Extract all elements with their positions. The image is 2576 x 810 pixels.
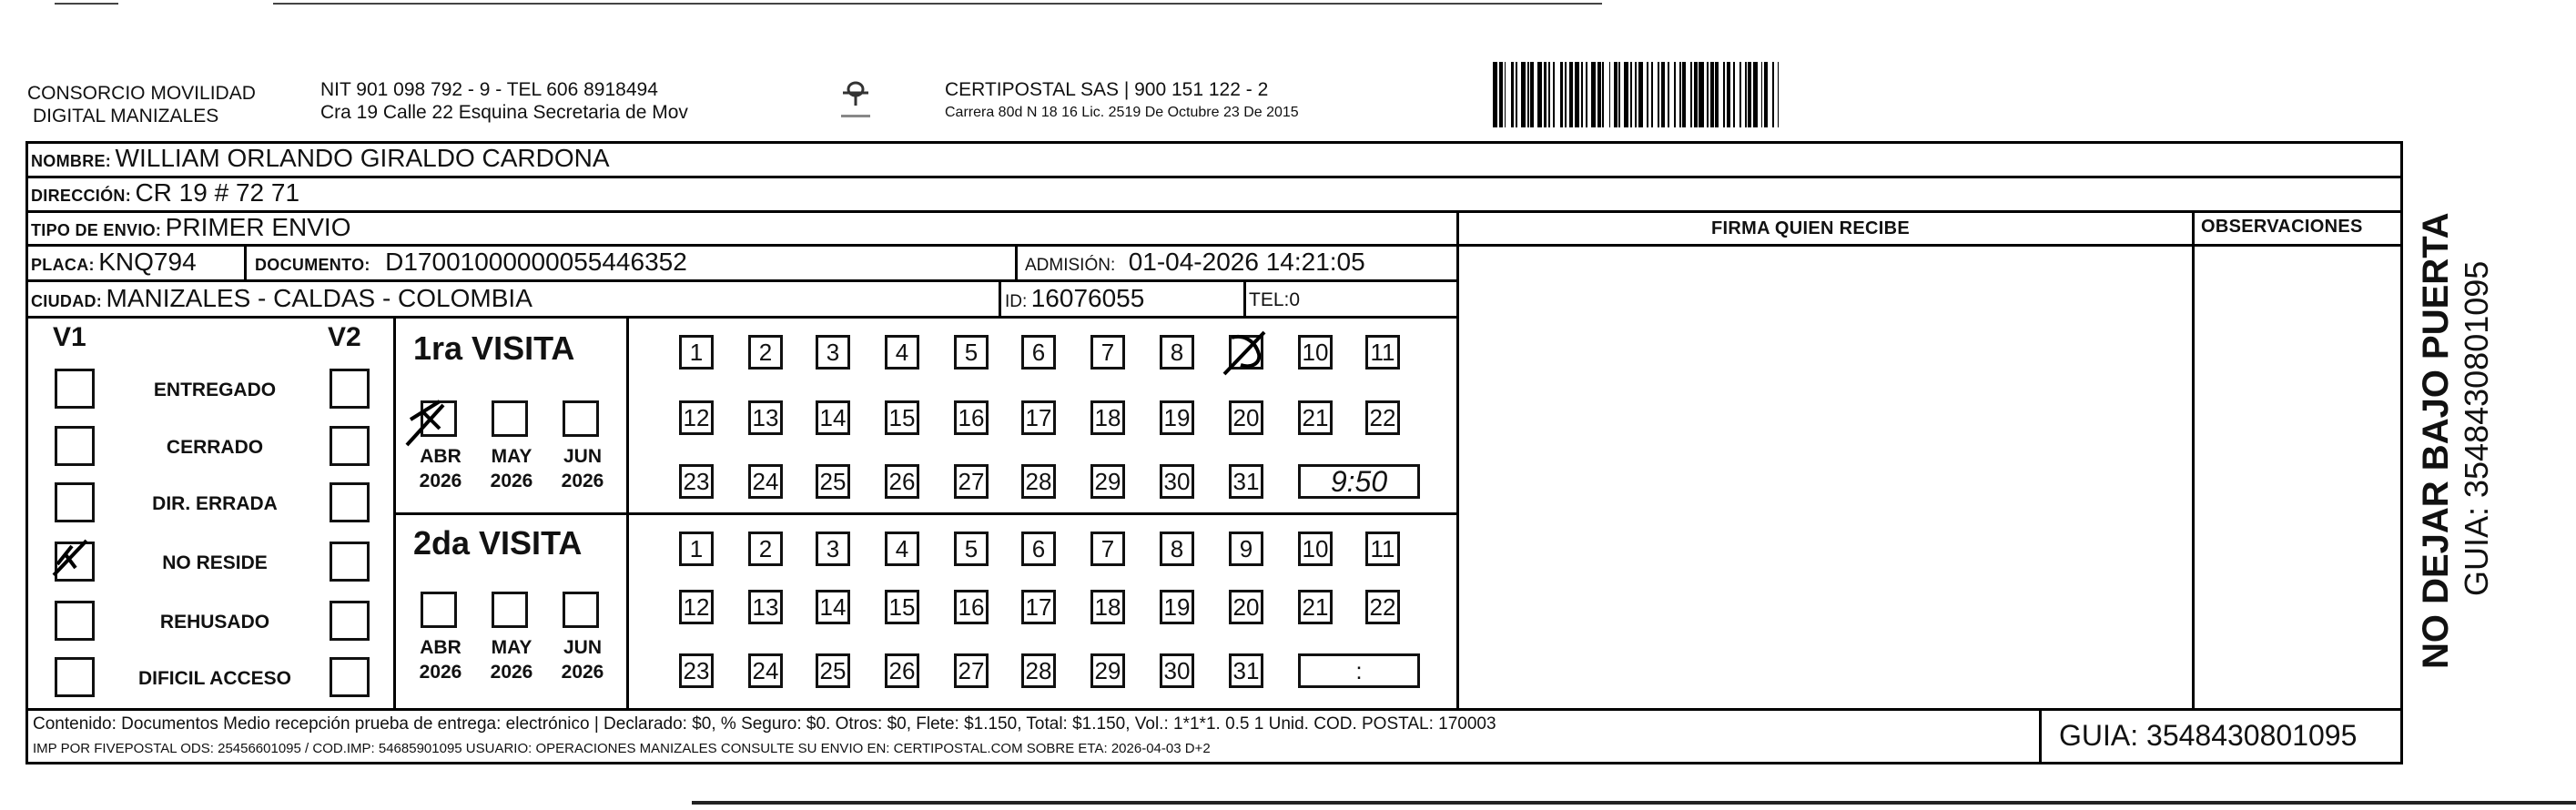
barcode bbox=[1493, 62, 1875, 127]
documento-label: DOCUMENTO: bbox=[255, 256, 370, 274]
option-label: CERRADO bbox=[166, 437, 264, 458]
day-cell[interactable]: 16 bbox=[954, 400, 989, 435]
day-cell[interactable]: 30 bbox=[1160, 653, 1194, 688]
barcode-bar bbox=[1779, 62, 1780, 127]
firma-label: FIRMA QUIEN RECIBE bbox=[1711, 218, 1910, 238]
day-cell[interactable]: 23 bbox=[679, 653, 714, 688]
day-cell[interactable]: 31 bbox=[1229, 653, 1263, 688]
day-cell[interactable]: 4 bbox=[885, 335, 919, 370]
company-name: CONSORCIO MOVILIDAD DIGITAL MANIZALES bbox=[27, 83, 256, 127]
v2-checkbox[interactable] bbox=[330, 657, 370, 697]
ciudad-label: CIUDAD: bbox=[31, 292, 103, 310]
day-cell[interactable]: 20 bbox=[1229, 400, 1263, 435]
day-cell[interactable]: 1 bbox=[679, 532, 714, 566]
day-cell[interactable]: 26 bbox=[885, 653, 919, 688]
day-cell[interactable]: 11 bbox=[1365, 335, 1400, 370]
visit2-title: 2da VISITA bbox=[413, 524, 583, 562]
v2-checkbox[interactable] bbox=[330, 542, 370, 582]
day-cell[interactable]: 2 bbox=[748, 335, 783, 370]
day-cell[interactable]: 9 bbox=[1229, 532, 1263, 566]
day-cell[interactable]: 27 bbox=[954, 464, 989, 499]
scan-line bbox=[692, 801, 2576, 805]
placa-value: KNQ794 bbox=[98, 248, 197, 276]
guia-box: GUIA: 3548430801095 bbox=[2059, 719, 2358, 752]
placa-cell bbox=[31, 248, 197, 277]
day-cell[interactable]: 13 bbox=[748, 400, 783, 435]
option-label: DIR. ERRADA bbox=[152, 493, 278, 514]
day-cell[interactable]: 12 bbox=[679, 400, 714, 435]
month-checkbox[interactable] bbox=[421, 592, 457, 628]
divider bbox=[25, 708, 2403, 711]
direccion-label: DIRECCIÓN: bbox=[31, 187, 131, 205]
tipo-row bbox=[31, 213, 350, 242]
day-cell[interactable]: 5 bbox=[954, 532, 989, 566]
month-label: JUN 2026 bbox=[561, 637, 604, 683]
imp-text: IMP POR FIVEPOSTAL ODS: 25456601095 / COD.IMP: 54685901095 USUARIO: OPERACIONES MANIZALES CONSULTE SU ENVIO EN: CERTIPOSTAL.COM SOBRE ETA: 2026-04-03 D+2 bbox=[33, 741, 1211, 756]
certipostal-logo-icon bbox=[837, 80, 874, 126]
v2-label: V2 bbox=[328, 322, 361, 352]
day-cell[interactable]: 3 bbox=[816, 532, 850, 566]
check-mark-icon bbox=[45, 532, 99, 586]
day-cell[interactable]: 23 bbox=[679, 464, 714, 499]
day-cell[interactable]: 10 bbox=[1298, 532, 1333, 566]
day-cell[interactable]: 5 bbox=[954, 335, 989, 370]
observaciones-area[interactable] bbox=[2197, 248, 2399, 706]
month-label: MAY 2026 bbox=[490, 637, 533, 683]
day-cell[interactable]: 10 bbox=[1298, 335, 1333, 370]
day-cell[interactable]: 28 bbox=[1021, 464, 1056, 499]
tel-value: 0 bbox=[1289, 289, 1301, 310]
placa-label: PLACA: bbox=[31, 256, 95, 274]
day-cell[interactable]: 7 bbox=[1090, 335, 1125, 370]
day-cell[interactable]: 28 bbox=[1021, 653, 1056, 688]
day-cell[interactable] bbox=[1229, 335, 1263, 370]
divider bbox=[25, 176, 2403, 178]
day-cell[interactable]: 18 bbox=[1090, 590, 1125, 624]
courier-info: CERTIPOSTAL SAS | 900 151 122 - 2 Carrera 80d N 18 16 Lic. 2519 De Octubre 23 De 2015 bbox=[945, 79, 1299, 120]
id-value: 16076055 bbox=[1030, 284, 1145, 312]
divider bbox=[244, 244, 247, 279]
day-cell[interactable]: 4 bbox=[885, 532, 919, 566]
v2-checkbox[interactable] bbox=[330, 426, 370, 466]
divider bbox=[25, 210, 2403, 213]
divider bbox=[1015, 244, 1018, 279]
documento-value: D17001000000055446352 bbox=[385, 248, 687, 276]
ciudad-cell bbox=[31, 284, 532, 313]
day-cell[interactable]: 6 bbox=[1021, 335, 1056, 370]
id-label: ID: bbox=[1005, 292, 1028, 311]
nombre-value: WILLIAM ORLANDO GIRALDO CARDONA bbox=[115, 144, 610, 172]
admision-label: ADMISIÓN: bbox=[1025, 256, 1116, 275]
option-label: NO RESIDE bbox=[162, 552, 268, 573]
month-label: ABR 2026 bbox=[419, 637, 462, 683]
day-cell[interactable]: 17 bbox=[1021, 400, 1056, 435]
no-dejar-bajo-puerta: NO DEJAR BAJO PUERTA bbox=[2416, 212, 2456, 669]
month-label: MAY 2026 bbox=[490, 446, 533, 491]
v1-checkbox[interactable] bbox=[55, 369, 95, 409]
day-cell[interactable]: 21 bbox=[1298, 590, 1333, 624]
scan-line bbox=[55, 3, 118, 5]
day-cell[interactable]: 2 bbox=[748, 532, 783, 566]
day-cell[interactable]: 31 bbox=[1229, 464, 1263, 499]
v2-checkbox[interactable] bbox=[330, 369, 370, 409]
v1-checkbox[interactable] bbox=[55, 482, 95, 522]
scan-line bbox=[273, 3, 1602, 5]
month-checkbox[interactable] bbox=[563, 592, 599, 628]
month-checkbox[interactable] bbox=[492, 400, 528, 437]
company-contact: NIT 901 098 792 - 9 - TEL 606 8918494 Cra 19 Calle 22 Esquina Secretaria de Mov bbox=[320, 79, 688, 123]
divider bbox=[1456, 244, 2403, 247]
day-cell[interactable]: 20 bbox=[1229, 590, 1263, 624]
day-cell[interactable]: 3 bbox=[816, 335, 850, 370]
day-cell[interactable]: 22 bbox=[1365, 400, 1400, 435]
ciudad-value: MANIZALES - CALDAS - COLOMBIA bbox=[106, 284, 532, 312]
check-mark-icon bbox=[1219, 327, 1273, 381]
divider bbox=[393, 512, 1458, 515]
day-cell[interactable]: 15 bbox=[885, 590, 919, 624]
admision-cell bbox=[1025, 248, 1365, 277]
divider bbox=[2039, 708, 2042, 764]
day-cell[interactable]: 26 bbox=[885, 464, 919, 499]
day-cell[interactable]: 6 bbox=[1021, 532, 1056, 566]
day-cell[interactable]: 7 bbox=[1090, 532, 1125, 566]
tipo-value: PRIMER ENVIO bbox=[165, 213, 351, 241]
tipo-label: TIPO DE ENVIO: bbox=[31, 221, 162, 239]
time-box[interactable]: : bbox=[1298, 653, 1420, 688]
day-cell[interactable]: 24 bbox=[748, 653, 783, 688]
day-cell[interactable]: 16 bbox=[954, 590, 989, 624]
tel-label: TEL: bbox=[1249, 289, 1290, 310]
day-cell[interactable]: 14 bbox=[816, 400, 850, 435]
day-cell[interactable]: 25 bbox=[816, 653, 850, 688]
day-cell[interactable]: 8 bbox=[1160, 532, 1194, 566]
v2-checkbox[interactable] bbox=[330, 482, 370, 522]
observaciones-label: OBSERVACIONES bbox=[2201, 217, 2363, 237]
time-box[interactable]: 9:50 bbox=[1298, 464, 1420, 499]
nombre-label: NOMBRE: bbox=[31, 152, 112, 170]
divider bbox=[2192, 210, 2195, 710]
divider bbox=[999, 279, 1001, 316]
side-guia: GUIA: 3548430801095 bbox=[2458, 260, 2495, 596]
day-cell[interactable]: 17 bbox=[1021, 590, 1056, 624]
day-cell[interactable]: 12 bbox=[679, 590, 714, 624]
contenido-text: Contenido: Documentos Medio recepción prueba de entrega: electrónico | Declarado: $0, % Seguro: $0. Otros: $0, Flete: $1.150, Total: $1.150, Vol.: 1*1*1. 0.5 1 Unid. COD. POSTAL: 170003 bbox=[33, 714, 1496, 734]
v1-checkbox[interactable] bbox=[55, 657, 95, 697]
v1-checkbox[interactable] bbox=[55, 601, 95, 641]
day-cell[interactable]: 29 bbox=[1090, 464, 1125, 499]
option-label: ENTREGADO bbox=[153, 380, 277, 400]
day-cell[interactable]: 8 bbox=[1160, 335, 1194, 370]
day-cell[interactable]: 18 bbox=[1090, 400, 1125, 435]
day-cell[interactable]: 21 bbox=[1298, 400, 1333, 435]
day-cell[interactable]: 14 bbox=[816, 590, 850, 624]
month-label: JUN 2026 bbox=[561, 446, 604, 491]
id-cell bbox=[1005, 284, 1144, 313]
nombre-row bbox=[31, 144, 610, 173]
month-checkbox[interactable] bbox=[421, 400, 457, 437]
day-cell[interactable]: 13 bbox=[748, 590, 783, 624]
v1-checkbox[interactable] bbox=[55, 426, 95, 466]
option-label: REHUSADO bbox=[159, 612, 270, 633]
day-cell[interactable]: 1 bbox=[679, 335, 714, 370]
divider bbox=[1243, 279, 1246, 316]
day-cell[interactable]: 25 bbox=[816, 464, 850, 499]
v2-checkbox[interactable] bbox=[330, 601, 370, 641]
month-checkbox[interactable] bbox=[492, 592, 528, 628]
divider bbox=[1456, 210, 1459, 710]
v1-label: V1 bbox=[53, 322, 86, 352]
direccion-value: CR 19 # 72 71 bbox=[135, 178, 300, 207]
tel-cell bbox=[1249, 289, 1300, 311]
check-mark-icon bbox=[403, 392, 461, 451]
signature-area[interactable] bbox=[1462, 248, 2188, 706]
day-cell[interactable]: 19 bbox=[1160, 400, 1194, 435]
month-checkbox[interactable] bbox=[563, 400, 599, 437]
v1-checkbox[interactable] bbox=[55, 542, 95, 582]
day-cell[interactable]: 19 bbox=[1160, 590, 1194, 624]
admision-value: 01-04-2026 14:21:05 bbox=[1128, 248, 1365, 276]
day-cell[interactable]: 22 bbox=[1365, 590, 1400, 624]
day-cell[interactable]: 11 bbox=[1365, 532, 1400, 566]
day-cell[interactable]: 24 bbox=[748, 464, 783, 499]
day-cell[interactable]: 15 bbox=[885, 400, 919, 435]
direccion-row bbox=[31, 178, 299, 208]
day-cell[interactable]: 30 bbox=[1160, 464, 1194, 499]
day-cell[interactable]: 29 bbox=[1090, 653, 1125, 688]
divider bbox=[25, 316, 1458, 319]
month-label: ABR 2026 bbox=[419, 446, 462, 491]
visit1-title: 1ra VISITA bbox=[413, 329, 575, 367]
option-label: DIFICIL ACCESO bbox=[137, 668, 291, 689]
day-cell[interactable]: 27 bbox=[954, 653, 989, 688]
documento-cell bbox=[255, 248, 687, 277]
